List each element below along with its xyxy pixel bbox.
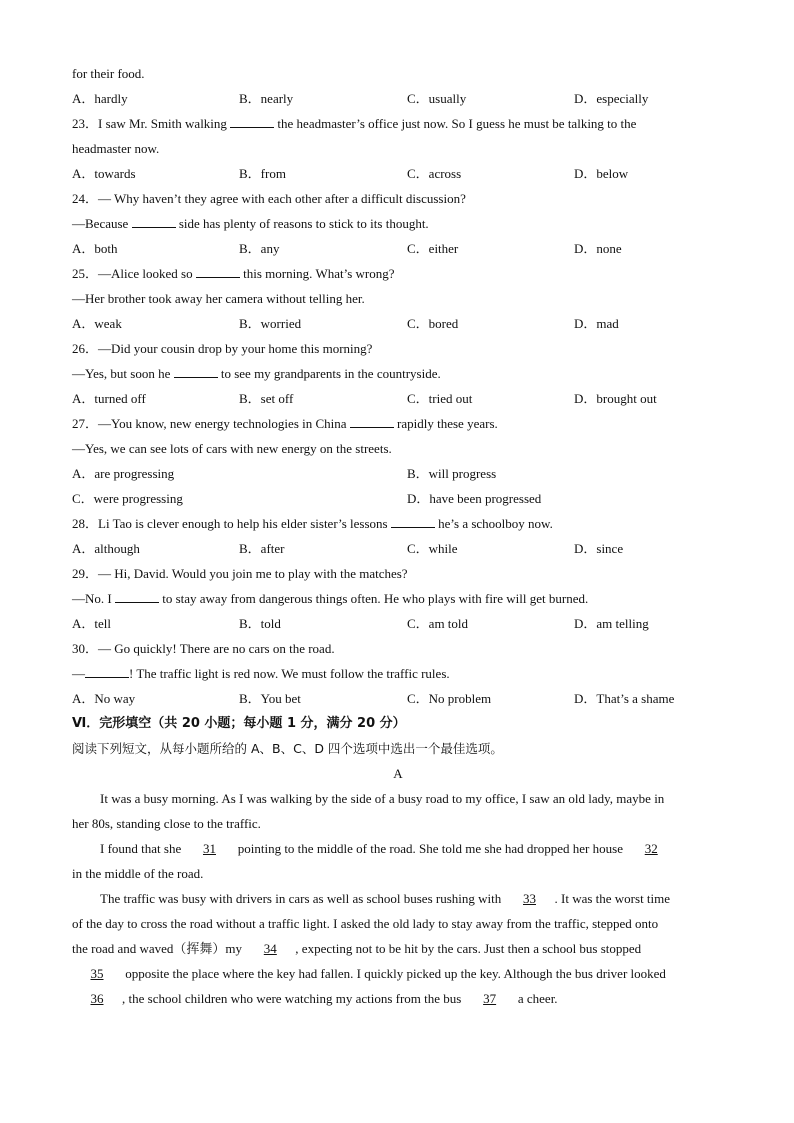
passage-line: in the middle of the road. bbox=[72, 866, 204, 881]
q25-options bbox=[72, 311, 724, 336]
q23-stem-cont: headmaster now. bbox=[72, 141, 160, 156]
q27-options-row1 bbox=[72, 461, 724, 486]
q29-reply: —No. I to stay away from dangerous things often. He who plays with fire will get burned. bbox=[72, 586, 724, 611]
q28-options bbox=[72, 536, 724, 561]
option-a: A．turned off bbox=[72, 391, 146, 406]
option-d: D．have been progressed bbox=[407, 491, 542, 506]
option-c: C．were progressing bbox=[72, 491, 183, 506]
option-c: C．usually bbox=[407, 91, 467, 106]
option-c: C．across bbox=[407, 166, 462, 181]
answer-blank bbox=[174, 363, 218, 378]
blank-33: 33 bbox=[523, 891, 536, 906]
passage-line: It was a busy morning. As I was walking by the side of a busy road to my office, I saw an old lady, maybe in bbox=[100, 791, 665, 806]
option-b: B．nearly bbox=[239, 91, 294, 106]
q23-stem: 23．I saw Mr. Smith walking the headmaster’s office just now. So I guess he must be talking to the bbox=[72, 111, 724, 136]
blank-36: 36 bbox=[90, 991, 104, 1006]
option-a: A．hardly bbox=[72, 91, 128, 106]
section-title: Ⅵ．完形填空（共 20 小题；每小题 1 分，满分 20 分） bbox=[72, 716, 406, 731]
option-c: C．while bbox=[407, 541, 458, 556]
option-c: C．either bbox=[407, 241, 459, 256]
q30-stem: 30．— Go quickly! There are no cars on the road. bbox=[72, 641, 335, 656]
blank-37: 37 bbox=[483, 991, 497, 1006]
q29-stem: 29．— Hi, David. Would you join me to play with the matches? bbox=[72, 566, 408, 581]
option-b: B．from bbox=[239, 166, 286, 181]
blank-35: 35 bbox=[90, 966, 104, 981]
q29-options bbox=[72, 611, 724, 636]
option-d: D．brought out bbox=[574, 391, 657, 406]
passage-line: The traffic was busy with drivers in cars as well as school buses rushing with 33 . It was the worst time bbox=[72, 886, 724, 911]
answer-blank bbox=[196, 263, 240, 278]
option-a: A．although bbox=[72, 541, 140, 556]
option-c: C．tried out bbox=[407, 391, 473, 406]
q25-stem: 25．—Alice looked so this morning. What’s wrong? bbox=[72, 261, 724, 286]
passage-line: the road and waved（挥舞）my 34 , expecting not to be hit by the cars. Just then a school bus stopped bbox=[72, 936, 724, 961]
option-d: D．am telling bbox=[574, 616, 649, 631]
option-b: B．told bbox=[239, 616, 281, 631]
passage-line: 35 opposite the place where the key had fallen. I quickly picked up the key. Although the bus driver looked bbox=[72, 961, 724, 986]
blank-34: 34 bbox=[263, 941, 277, 956]
option-c: C．No problem bbox=[407, 691, 492, 706]
q28-stem: 28．Li Tao is clever enough to help his elder sister’s lessons he’s a schoolboy now. bbox=[72, 511, 724, 536]
q23-options bbox=[72, 161, 724, 186]
option-a: A．are progressing bbox=[72, 466, 175, 481]
option-d: D．especially bbox=[574, 91, 649, 106]
q24-reply: —Because side has plenty of reasons to stick to its thought. bbox=[72, 211, 724, 236]
option-b: B．after bbox=[239, 541, 285, 556]
answer-blank bbox=[391, 513, 435, 528]
q27-stem: 27．—You know, new energy technologies in China rapidly these years. bbox=[72, 411, 724, 436]
blank-32: 32 bbox=[644, 841, 658, 856]
answer-blank bbox=[85, 663, 129, 678]
option-b: B．set off bbox=[239, 391, 294, 406]
q25-reply: —Her brother took away her camera without telling her. bbox=[72, 291, 365, 306]
option-b: B．any bbox=[239, 241, 280, 256]
option-b: B．You bet bbox=[239, 691, 301, 706]
option-a: A．No way bbox=[72, 691, 136, 706]
option-c: C．bored bbox=[407, 316, 459, 331]
passage-line: 36 , the school children who were watching my actions from the bus 37 a cheer. bbox=[72, 986, 724, 1011]
option-a: A．towards bbox=[72, 166, 136, 181]
section-instruction: 阅读下列短文，从每小题所给的 A、B、C、D 四个选项中选出一个最佳选项。 bbox=[72, 741, 503, 756]
q26-options bbox=[72, 386, 724, 411]
q26-reply: —Yes, but soon he to see my grandparents in the countryside. bbox=[72, 361, 724, 386]
answer-blank bbox=[230, 113, 274, 128]
answer-blank bbox=[350, 413, 394, 428]
q24-stem: 24．— Why haven’t they agree with each other after a difficult discussion? bbox=[72, 191, 466, 206]
option-a: A．weak bbox=[72, 316, 122, 331]
q30-reply: — ! The traffic light is red now. We must follow the traffic rules. bbox=[72, 661, 724, 686]
q30-options bbox=[72, 686, 724, 711]
q26-stem: 26．—Did your cousin drop by your home this morning? bbox=[72, 341, 373, 356]
exam-page bbox=[72, 61, 724, 1011]
option-d: D．none bbox=[574, 241, 622, 256]
option-d: D．since bbox=[574, 541, 624, 556]
option-d: D．below bbox=[574, 166, 629, 181]
q27-options-row2 bbox=[72, 486, 724, 511]
passage-line: her 80s, standing close to the traffic. bbox=[72, 816, 261, 831]
passage-label: A bbox=[393, 766, 403, 781]
answer-blank bbox=[132, 213, 176, 228]
answer-blank bbox=[115, 588, 159, 603]
option-b: B．worried bbox=[239, 316, 302, 331]
option-b: B．will progress bbox=[407, 466, 497, 481]
option-d: D．That’s a shame bbox=[574, 691, 675, 706]
passage-line: of the day to cross the road without a traffic light. I asked the old lady to stay away from the traffic, stepped onto bbox=[72, 916, 659, 931]
passage-line: I found that she 31 pointing to the middle of the road. She told me she had dropped her house 32 bbox=[72, 836, 724, 861]
q22-tail: for their food. bbox=[72, 66, 145, 81]
option-c: C．am told bbox=[407, 616, 469, 631]
option-a: A．both bbox=[72, 241, 118, 256]
q24-options bbox=[72, 236, 724, 261]
option-a: A．tell bbox=[72, 616, 111, 631]
q22-options bbox=[72, 86, 724, 111]
option-d: D．mad bbox=[574, 316, 619, 331]
q27-reply: —Yes, we can see lots of cars with new energy on the streets. bbox=[72, 441, 392, 456]
blank-31: 31 bbox=[202, 841, 216, 856]
